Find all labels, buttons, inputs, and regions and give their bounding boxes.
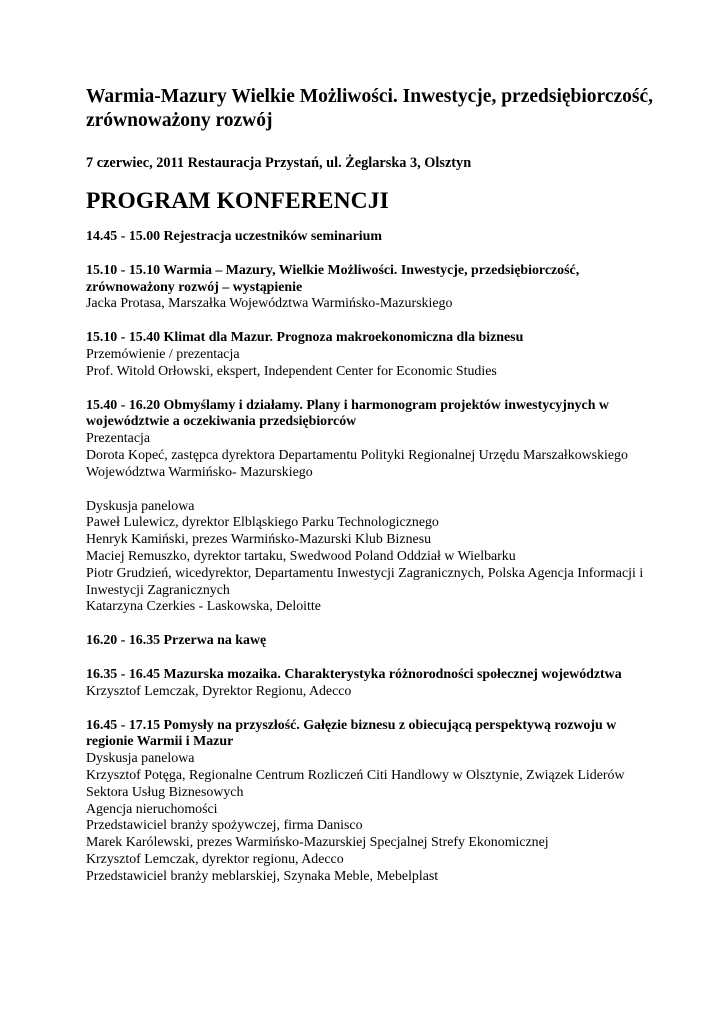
program-item-line: Dyskusja panelowa [86, 751, 195, 767]
panel-line: Paweł Lulewicz, dyrektor Elbląskiego Parku Technologicznego [86, 515, 439, 531]
program-item [86, 398, 656, 482]
panel-line: Dyskusja panelowa [86, 498, 195, 514]
event-date-venue: 7 czerwiec, 2011 Restauracja Przystań, ul. Żeglarska 3, Olsztyn [86, 155, 472, 171]
program-item-line: Jacka Protasa, Marszałka Województwa Warmińsko-Mazurskiego [86, 296, 453, 312]
program-item-title: 16.35 - 16.45 Mazurska mozaika. Charakterystyka różnorodności społecznej województwa [86, 666, 622, 682]
program-item-title: 15.10 - 15.10 Warmia – Mazury, Wielkie Możliwości. Inwestycje, przedsiębiorczość, zrównoważony rozwój – wystąpienie [86, 262, 580, 295]
program-item-line: Prof. Witold Orłowski, ekspert, Independent Center for Economic Studies [86, 363, 497, 379]
program-item-line: Przemówienie / prezentacja [86, 346, 240, 362]
program-item-title: 16.20 - 16.35 Przerwa na kawę [86, 633, 267, 649]
panel-line: Piotr Grudzień, wicedyrektor, Departamentu Inwestycji Zagranicznych, Polska Agencja Informacji i Inwestycji Zagranicznych [86, 565, 644, 598]
panel-line: Henryk Kamiński, prezes Warmińsko-Mazurski Klub Biznesu [86, 532, 432, 548]
program-item [86, 330, 656, 380]
document-title: Warmia-Mazury Wielkie Możliwości. Inwestycje, przedsiębiorczość, zrównoważony rozwój [86, 86, 654, 131]
program-item-title: 15.10 - 15.40 Klimat dla Mazur. Prognoza makroekonomiczna dla biznesu [86, 330, 524, 346]
program-item-line: Przedstawiciel branży meblarskiej, Szynaka Meble, Mebelplast [86, 868, 439, 884]
program-item-line: Dorota Kopeć, zastępca dyrektora Departamentu Polityki Regionalnej Urzędu Marszałkowskiego Województwa Warmińsko- Mazurskiego [86, 447, 628, 480]
panel-line: Katarzyna Czerkies - Laskowska, Deloitte [86, 599, 321, 615]
panel-discussion [86, 499, 656, 617]
program-item-title: 14.45 - 15.00 Rejestracja uczestników seminarium [86, 229, 382, 244]
program-item-title: 16.45 - 17.15 Pomysły na przyszłość. Gałęzie biznesu z obiecującą perspektywą rozwoju w regionie Warmii i Mazur [86, 717, 617, 750]
program-item [86, 263, 656, 313]
program-item-line: Marek Karólewski, prezes Warmińsko-Mazurskiej Specjalnej Strefy Ekonomicznej [86, 835, 549, 851]
program-item-line: Krzysztof Potęga, Regionalne Centrum Rozliczeń Citi Handlowy w Olsztynie, Związek Liderów Sektora Usług Biznesowych [86, 767, 625, 800]
program-item [86, 229, 656, 246]
program-item [86, 667, 656, 701]
program-item [86, 718, 656, 886]
program-item [86, 633, 656, 650]
program-item-line: Krzysztof Lemczak, dyrektor regionu, Adecco [86, 851, 344, 867]
panel-line: Maciej Remuszko, dyrektor tartaku, Swedwood Poland Oddział w Wielbarku [86, 548, 516, 564]
program-item-title: 15.40 - 16.20 Obmyślamy i działamy. Plany i harmonogram projektów inwestycyjnych w województwie a oczekiwania przedsiębiorców [86, 397, 609, 430]
program-item-line: Krzysztof Lemczak, Dyrektor Regionu, Adecco [86, 683, 352, 699]
document-page [86, 85, 656, 886]
program-heading: PROGRAM KONFERENCJI [86, 188, 389, 214]
program-item-line: Agencja nieruchomości [86, 801, 218, 817]
program-item-line: Przedstawiciel branży spożywczej, firma Danisco [86, 818, 363, 834]
program-item-line: Prezentacja [86, 431, 151, 447]
